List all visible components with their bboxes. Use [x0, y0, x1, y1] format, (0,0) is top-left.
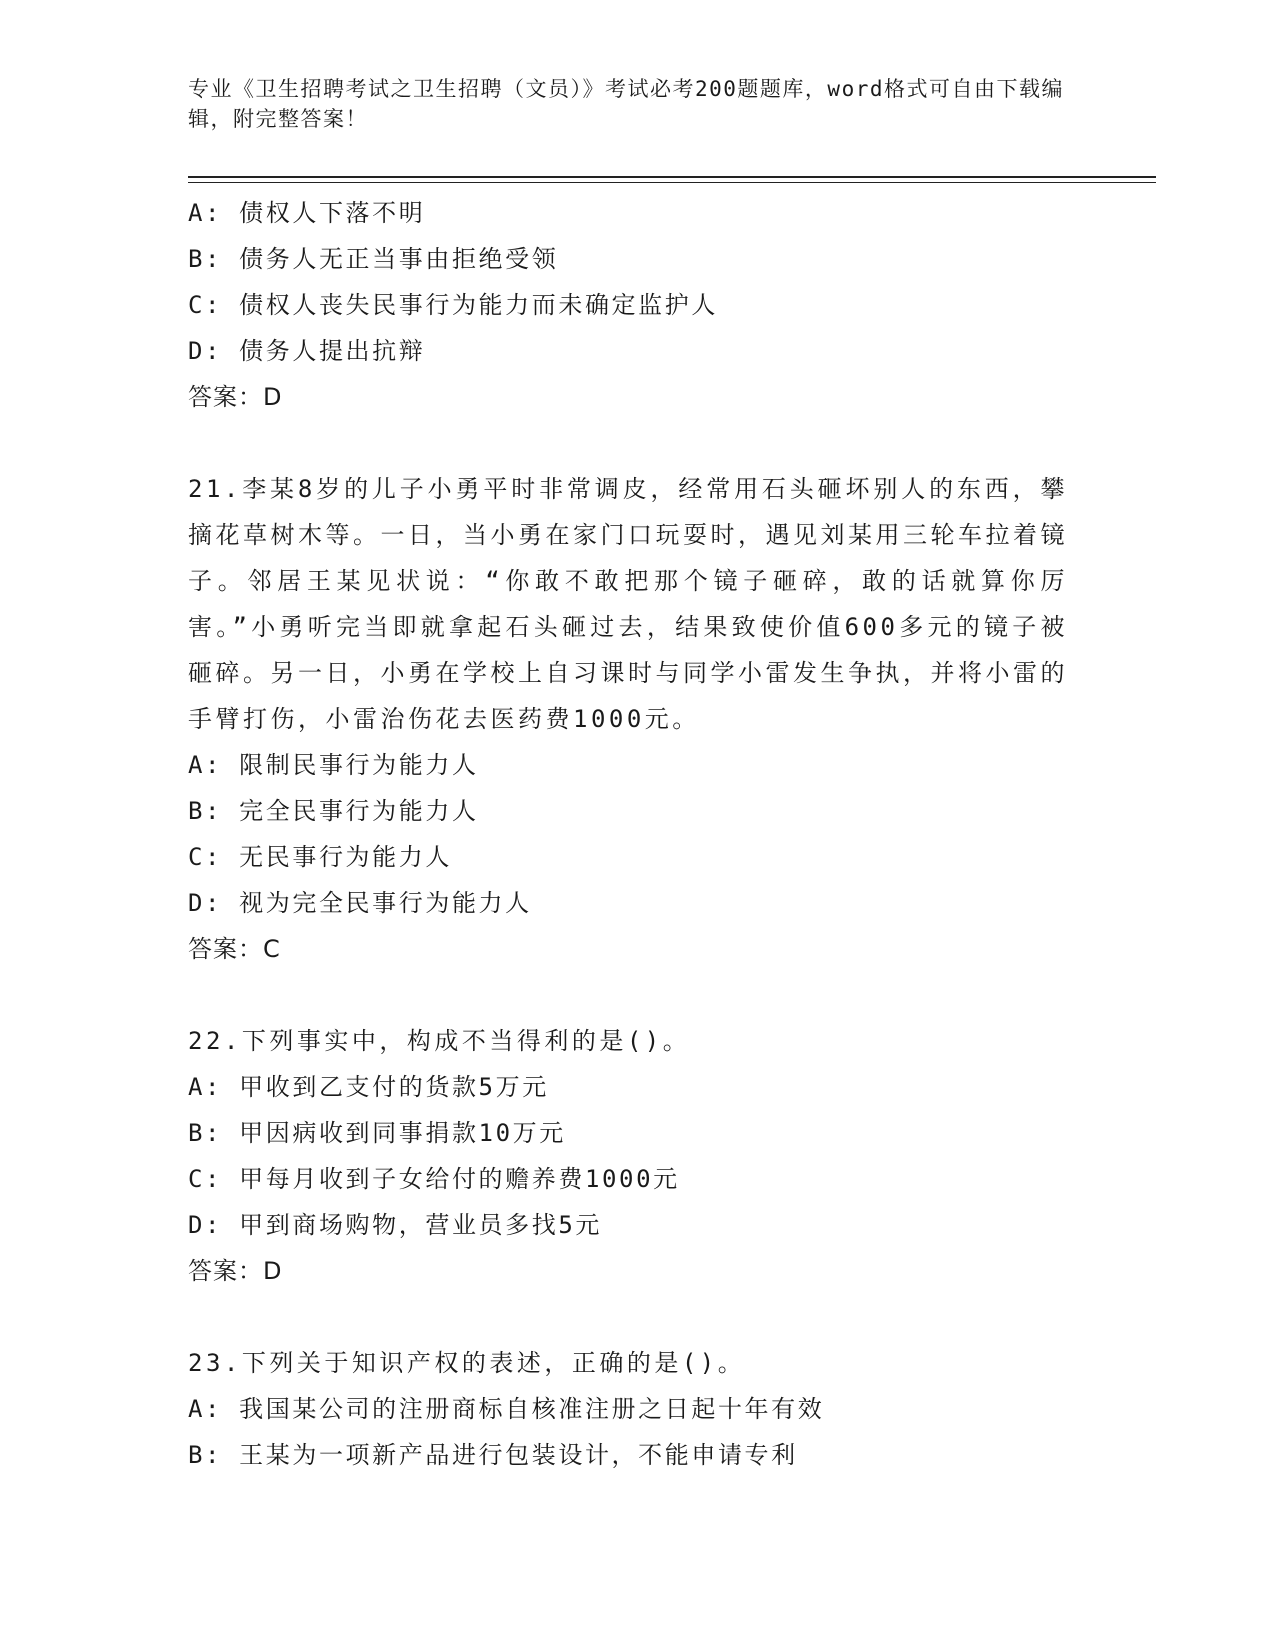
option-a: A: 我国某公司的注册商标自核准注册之日起十年有效 — [188, 1395, 825, 1423]
question-21 — [188, 466, 1068, 972]
option-c: C: 甲每月收到子女给付的赡养费1000元 — [188, 1165, 680, 1193]
option-b: B: 债务人无正当事由拒绝受领 — [188, 245, 559, 273]
document-body — [188, 190, 1068, 1478]
question-20 — [188, 190, 1068, 420]
question-22 — [188, 1018, 1068, 1294]
option-b: B: 王某为一项新产品进行包装设计，不能申请专利 — [188, 1441, 798, 1469]
option-a: A: 限制民事行为能力人 — [188, 751, 479, 779]
question-stem: 22.下列事实中，构成不当得利的是()。 — [188, 1027, 691, 1055]
option-a: A: 债权人下落不明 — [188, 199, 426, 227]
option-c: C: 无民事行为能力人 — [188, 843, 452, 871]
option-b: B: 甲因病收到同事捐款10万元 — [188, 1119, 566, 1147]
answer-line: 答案：D — [188, 383, 283, 411]
answer-line: 答案：C — [188, 935, 281, 963]
option-b: B: 完全民事行为能力人 — [188, 797, 479, 825]
question-stem: 23.下列关于知识产权的表述，正确的是()。 — [188, 1349, 746, 1377]
document-header: 专业《卫生招聘考试之卫生招聘（文员）》考试必考200题题库，word格式可自由下载编辑，附完整答案！ — [188, 77, 1064, 131]
header-divider — [188, 176, 1156, 178]
option-d: D: 债务人提出抗辩 — [188, 337, 426, 365]
question-23 — [188, 1340, 1068, 1478]
header-divider-thin — [188, 182, 1156, 183]
question-stem: 21.李某8岁的儿子小勇平时非常调皮，经常用石头砸坏别人的东西，攀摘花草树木等。一日，当小勇在家门口玩耍时，遇见刘某用三轮车拉着镜子。邻居王某见状说：“你敢不敢把那个镜子砸碎，敢的话就算你厉害。”小勇听完当即就拿起石头砸过去，结果致使价值600多元的镜子被砸碎。另一日，小勇在学校上自习课时与同学小雷发生争执，并将小雷的手臂打伤，小雷治伤花去医药费1000元。 — [188, 475, 1068, 733]
option-c: C: 债权人丧失民事行为能力而未确定监护人 — [188, 291, 718, 319]
option-d: D: 甲到商场购物，营业员多找5元 — [188, 1211, 602, 1239]
option-d: D: 视为完全民事行为能力人 — [188, 889, 532, 917]
option-a: A: 甲收到乙支付的货款5万元 — [188, 1073, 549, 1101]
answer-line: 答案：D — [188, 1257, 283, 1285]
